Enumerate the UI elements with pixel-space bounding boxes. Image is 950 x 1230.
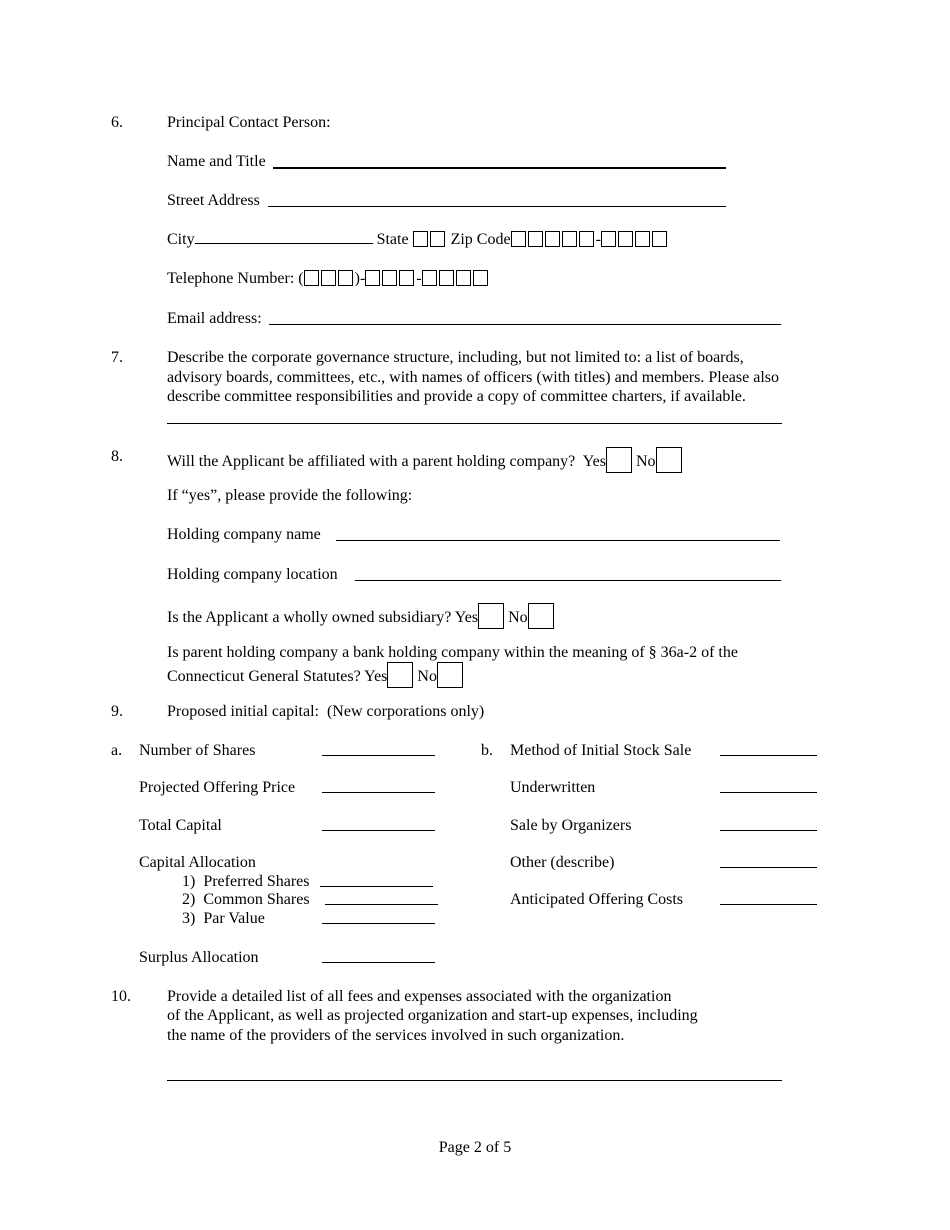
telephone-row: [167, 269, 490, 288]
phone-box[interactable]: [422, 270, 437, 286]
offering-costs-label: Anticipated Offering Costs: [510, 891, 684, 908]
subsidiary-no-label: No: [508, 609, 528, 626]
bhc-question-line-2: Connecticut General Statutes?: [167, 668, 361, 685]
phone-box[interactable]: [365, 270, 380, 286]
subsidiary-row: [167, 603, 554, 629]
phone-box[interactable]: [473, 270, 488, 286]
bhc-no-checkbox[interactable]: [437, 662, 463, 688]
q7-line-2: advisory boards, committees, etc., with names of officers (with titles) and members. Please also: [167, 369, 779, 386]
q6-title: Principal Contact Person:: [167, 114, 331, 131]
subsidiary-question: Is the Applicant a wholly owned subsidiary?: [167, 609, 452, 626]
q10-line-2: of the Applicant, as well as projected organization and start-up expenses, including: [167, 1007, 698, 1024]
method-of-sale-field[interactable]: [720, 755, 817, 756]
underwritten-label: Underwritten: [510, 779, 596, 796]
preferred-shares-label: 1) Preferred Shares: [182, 873, 310, 890]
par-value-label: 3) Par Value: [182, 910, 265, 927]
surplus-allocation-field[interactable]: [322, 962, 435, 963]
city-label: City: [167, 231, 195, 248]
surplus-allocation-label: Surplus Allocation: [139, 949, 259, 966]
phone-box[interactable]: [338, 270, 353, 286]
q10-number: 10.: [111, 988, 131, 1005]
method-of-sale-label: Method of Initial Stock Sale: [510, 742, 692, 759]
q9-a-label: a.: [111, 742, 123, 759]
zip-box[interactable]: [618, 231, 633, 247]
total-capital-field[interactable]: [322, 830, 435, 831]
if-yes-instruction: If “yes”, please provide the following:: [167, 487, 413, 504]
phone-box[interactable]: [304, 270, 319, 286]
state-label: State: [376, 231, 409, 248]
q8-yes-checkbox[interactable]: [606, 447, 632, 473]
zip-box[interactable]: [545, 231, 560, 247]
q7-line-1: Describe the corporate governance structure, including, but not limited to: a list of boards,: [167, 349, 744, 366]
offering-costs-field[interactable]: [720, 904, 817, 905]
q10-line-1: Provide a detailed list of all fees and expenses associated with the organization: [167, 988, 672, 1005]
bhc-yes-label: Yes: [364, 668, 388, 685]
city-field[interactable]: [195, 230, 373, 244]
projected-offering-price-field[interactable]: [322, 792, 435, 793]
zip-box[interactable]: [635, 231, 650, 247]
subsidiary-yes-label: Yes: [454, 609, 479, 626]
email-field[interactable]: [269, 324, 781, 325]
zip-box[interactable]: [562, 231, 577, 247]
number-of-shares-label: Number of Shares: [139, 742, 256, 759]
phone-box[interactable]: [456, 270, 471, 286]
other-describe-field[interactable]: [720, 867, 817, 868]
bhc-question-line-1: Is parent holding company a bank holding company within the meaning of § 36a-2 of the: [167, 644, 738, 661]
q10-answer-field[interactable]: [167, 1080, 782, 1081]
zip-box[interactable]: [652, 231, 667, 247]
q6-number: 6.: [111, 114, 123, 131]
q7-line-3: describe committee responsibilities and provide a copy of committee charters, if available.: [167, 388, 746, 405]
telephone-label: Telephone Number: (: [167, 270, 304, 287]
street-address-label: Street Address: [167, 192, 260, 209]
subsidiary-no-checkbox[interactable]: [528, 603, 554, 629]
zip-box[interactable]: [579, 231, 594, 247]
preferred-shares-field[interactable]: [320, 886, 433, 887]
q8-number: 8.: [111, 448, 123, 465]
zip-boxes[interactable]: [511, 230, 596, 249]
zip-dash: -: [595, 231, 601, 248]
city-state-zip-row: [167, 230, 669, 249]
other-describe-label: Other (describe): [510, 854, 615, 871]
subsidiary-yes-checkbox[interactable]: [478, 603, 504, 629]
q9-b-label: b.: [481, 742, 493, 759]
zip-box[interactable]: [528, 231, 543, 247]
q8-yes-label: Yes: [582, 453, 606, 470]
email-label: Email address:: [167, 310, 262, 327]
number-of-shares-field[interactable]: [322, 755, 435, 756]
name-title-field[interactable]: [273, 167, 726, 169]
q7-answer-field[interactable]: [167, 423, 782, 424]
page-number: Page 2 of 5: [438, 1139, 512, 1156]
zip-ext-boxes[interactable]: [601, 230, 669, 249]
bhc-no-label: No: [417, 668, 437, 685]
holding-company-location-label: Holding company location: [167, 566, 338, 583]
total-capital-label: Total Capital: [139, 817, 222, 834]
street-address-field[interactable]: [268, 206, 726, 207]
zip-box[interactable]: [511, 231, 526, 247]
q8-question: Will the Applicant be affiliated with a parent holding company?: [167, 453, 576, 470]
sale-by-organizers-label: Sale by Organizers: [510, 817, 632, 834]
zip-label: Zip Code: [450, 231, 511, 248]
projected-offering-price-label: Projected Offering Price: [139, 779, 296, 796]
phone-line-boxes[interactable]: [422, 269, 490, 288]
phone-box[interactable]: [399, 270, 414, 286]
q9-number: 9.: [111, 703, 123, 720]
underwritten-field[interactable]: [720, 792, 817, 793]
phone-box[interactable]: [439, 270, 454, 286]
holding-company-location-field[interactable]: [355, 580, 781, 581]
phone-close: )-: [354, 270, 366, 287]
holding-company-name-field[interactable]: [336, 540, 780, 541]
par-value-field[interactable]: [322, 923, 435, 924]
common-shares-label: 2) Common Shares: [182, 891, 310, 908]
bhc-row: [167, 662, 463, 688]
state-box[interactable]: [413, 231, 428, 247]
q7-number: 7.: [111, 349, 123, 366]
common-shares-field[interactable]: [325, 904, 438, 905]
sale-by-organizers-field[interactable]: [720, 830, 817, 831]
state-box[interactable]: [430, 231, 445, 247]
q9-title: Proposed initial capital: (New corporations only): [167, 703, 485, 720]
phone-prefix-boxes[interactable]: [365, 269, 416, 288]
phone-box[interactable]: [321, 270, 336, 286]
phone-box[interactable]: [382, 270, 397, 286]
q8-affiliation-row: [167, 447, 682, 473]
q8-no-label: No: [635, 453, 656, 470]
area-code-boxes[interactable]: [304, 269, 355, 288]
phone-dash: -: [416, 270, 422, 287]
zip-box[interactable]: [601, 231, 616, 247]
q10-line-3: the name of the providers of the services involved in such organization.: [167, 1027, 625, 1044]
state-boxes[interactable]: [413, 230, 447, 249]
holding-company-name-label: Holding company name: [167, 526, 321, 543]
capital-allocation-label: Capital Allocation: [139, 854, 256, 871]
name-title-label: Name and Title: [167, 153, 266, 170]
bhc-yes-checkbox[interactable]: [387, 662, 413, 688]
q8-no-checkbox[interactable]: [656, 447, 682, 473]
